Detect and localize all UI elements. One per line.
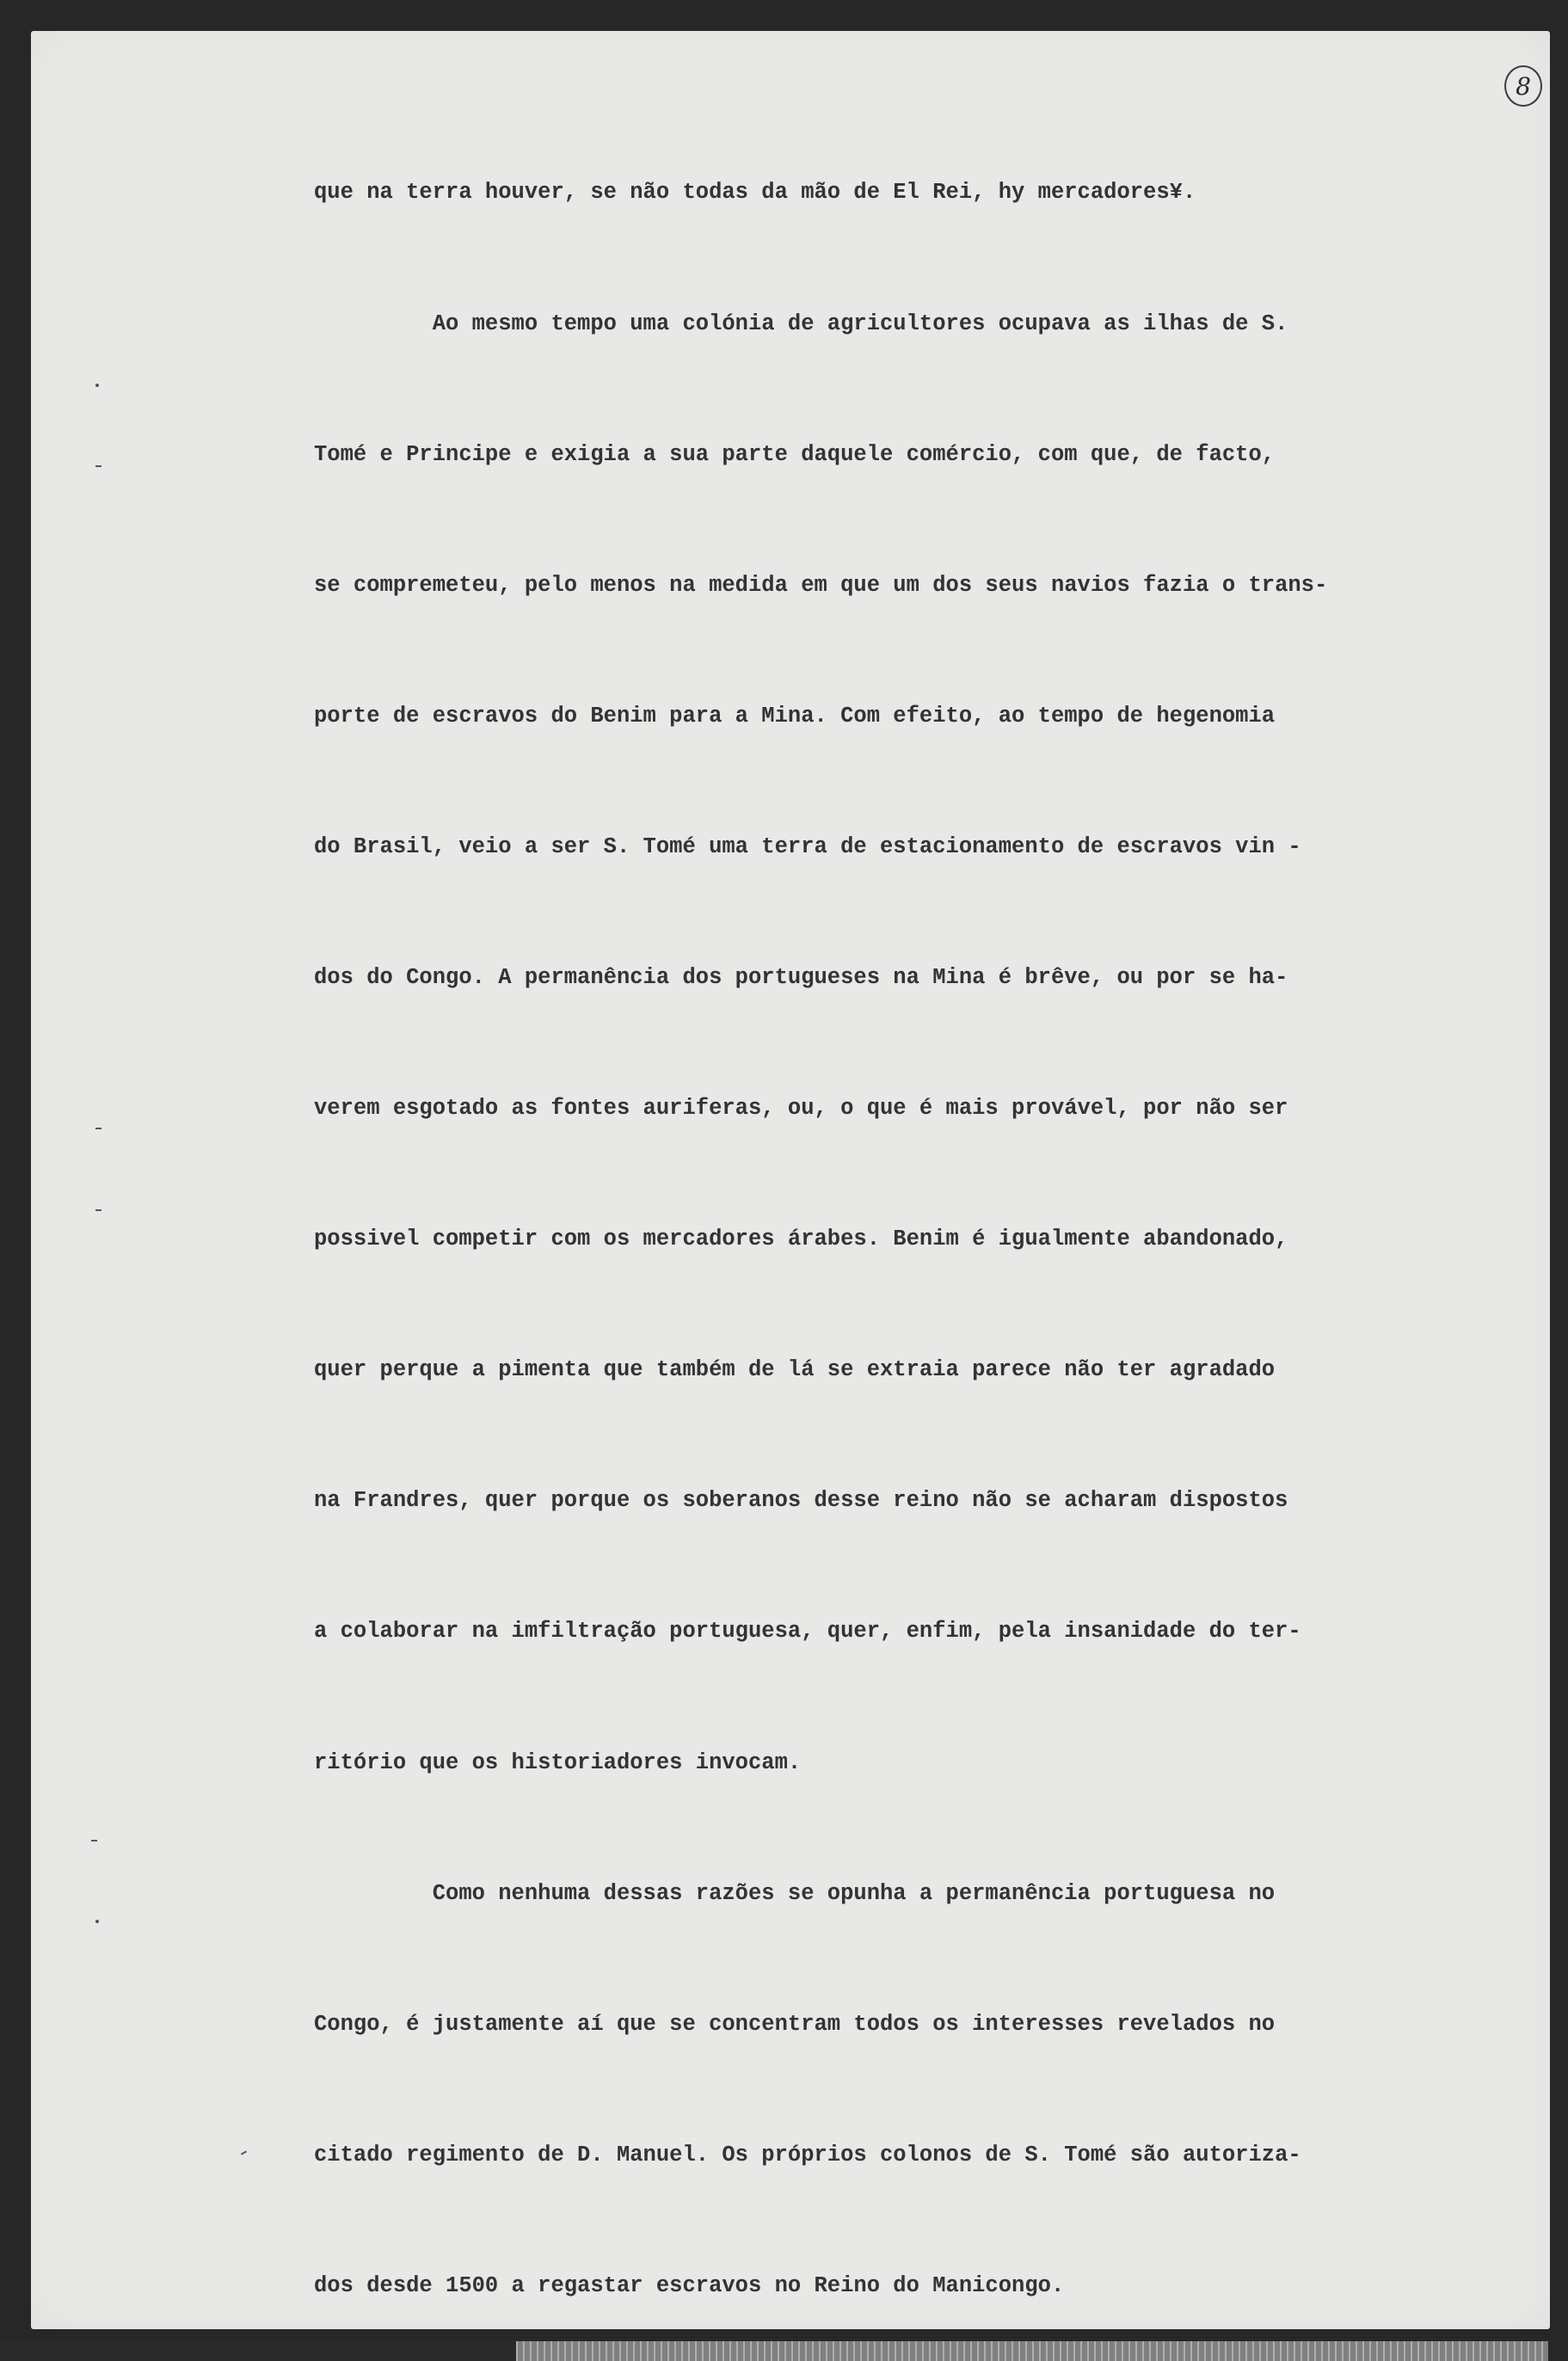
text-line: Como nenhuma dessas razões se opunha a permanência portuguesa no <box>314 1880 1276 1906</box>
margin-mark <box>95 1920 99 1923</box>
margin-mark <box>95 1128 101 1129</box>
text-line: se compremeteu, pelo menos na medida em que um dos seus navios fazia o trans- <box>314 572 1328 598</box>
text-line: Tomé e Principe e exigia a sua parte daquele comércio, com que, de facto, <box>314 441 1276 467</box>
margin-mark <box>95 1209 101 1211</box>
text-line: porte de escravos do Benim para a Mina. Com efeito, ao tempo de hegenomia <box>314 703 1276 729</box>
text-line: verem esgotado as fontes auriferas, ou, o que é mais provável, por não ser <box>314 1096 1288 1122</box>
text-line: a colaborar na imfiltração portuguesa, quer, enfim, pela insanidade do ter- <box>314 1619 1301 1645</box>
text-line: quer perque a pimenta que também de lá se extraia parece não ter agradado <box>314 1357 1276 1383</box>
typed-body-text <box>314 84 1518 2352</box>
text-line: do Brasil, veio a ser S. Tomé uma terra de estacionamento de escravos vin - <box>314 833 1301 859</box>
margin-mark <box>95 384 99 387</box>
text-line: Congo, é justamente aí que se concentram todos os interesses revelados no <box>314 2011 1276 2037</box>
text-line: citado regimento de D. Manuel. Os próprios colonos de S. Tomé são autoriza- <box>314 2142 1301 2167</box>
margin-mark <box>241 2150 247 2155</box>
text-line: que na terra houver, se não todas da mão de El Rei, hy mercadores¥. <box>314 180 1196 206</box>
text-line: Ao mesmo tempo uma colónia de agricultores ocupava as ilhas de S. <box>314 310 1288 336</box>
page-number-text: 8 <box>1516 71 1531 101</box>
margin-mark <box>95 465 101 467</box>
margin-mark <box>91 1840 97 1841</box>
text-line: ritório que os historiadores invocam. <box>314 1749 802 1775</box>
text-line: dos desde 1500 a regastar escravos no Reino do Manicongo. <box>314 2272 1065 2298</box>
text-line: na Frandres, quer porque os soberanos desse reino não se acharam dispostos <box>314 1488 1288 1514</box>
text-line: possivel competir com os mercadores árabes. Benim é igualmente abandonado, <box>314 1227 1288 1252</box>
text-line: dos do Congo. A permanência dos portugueses na Mina é brêve, ou por se ha- <box>314 964 1288 990</box>
